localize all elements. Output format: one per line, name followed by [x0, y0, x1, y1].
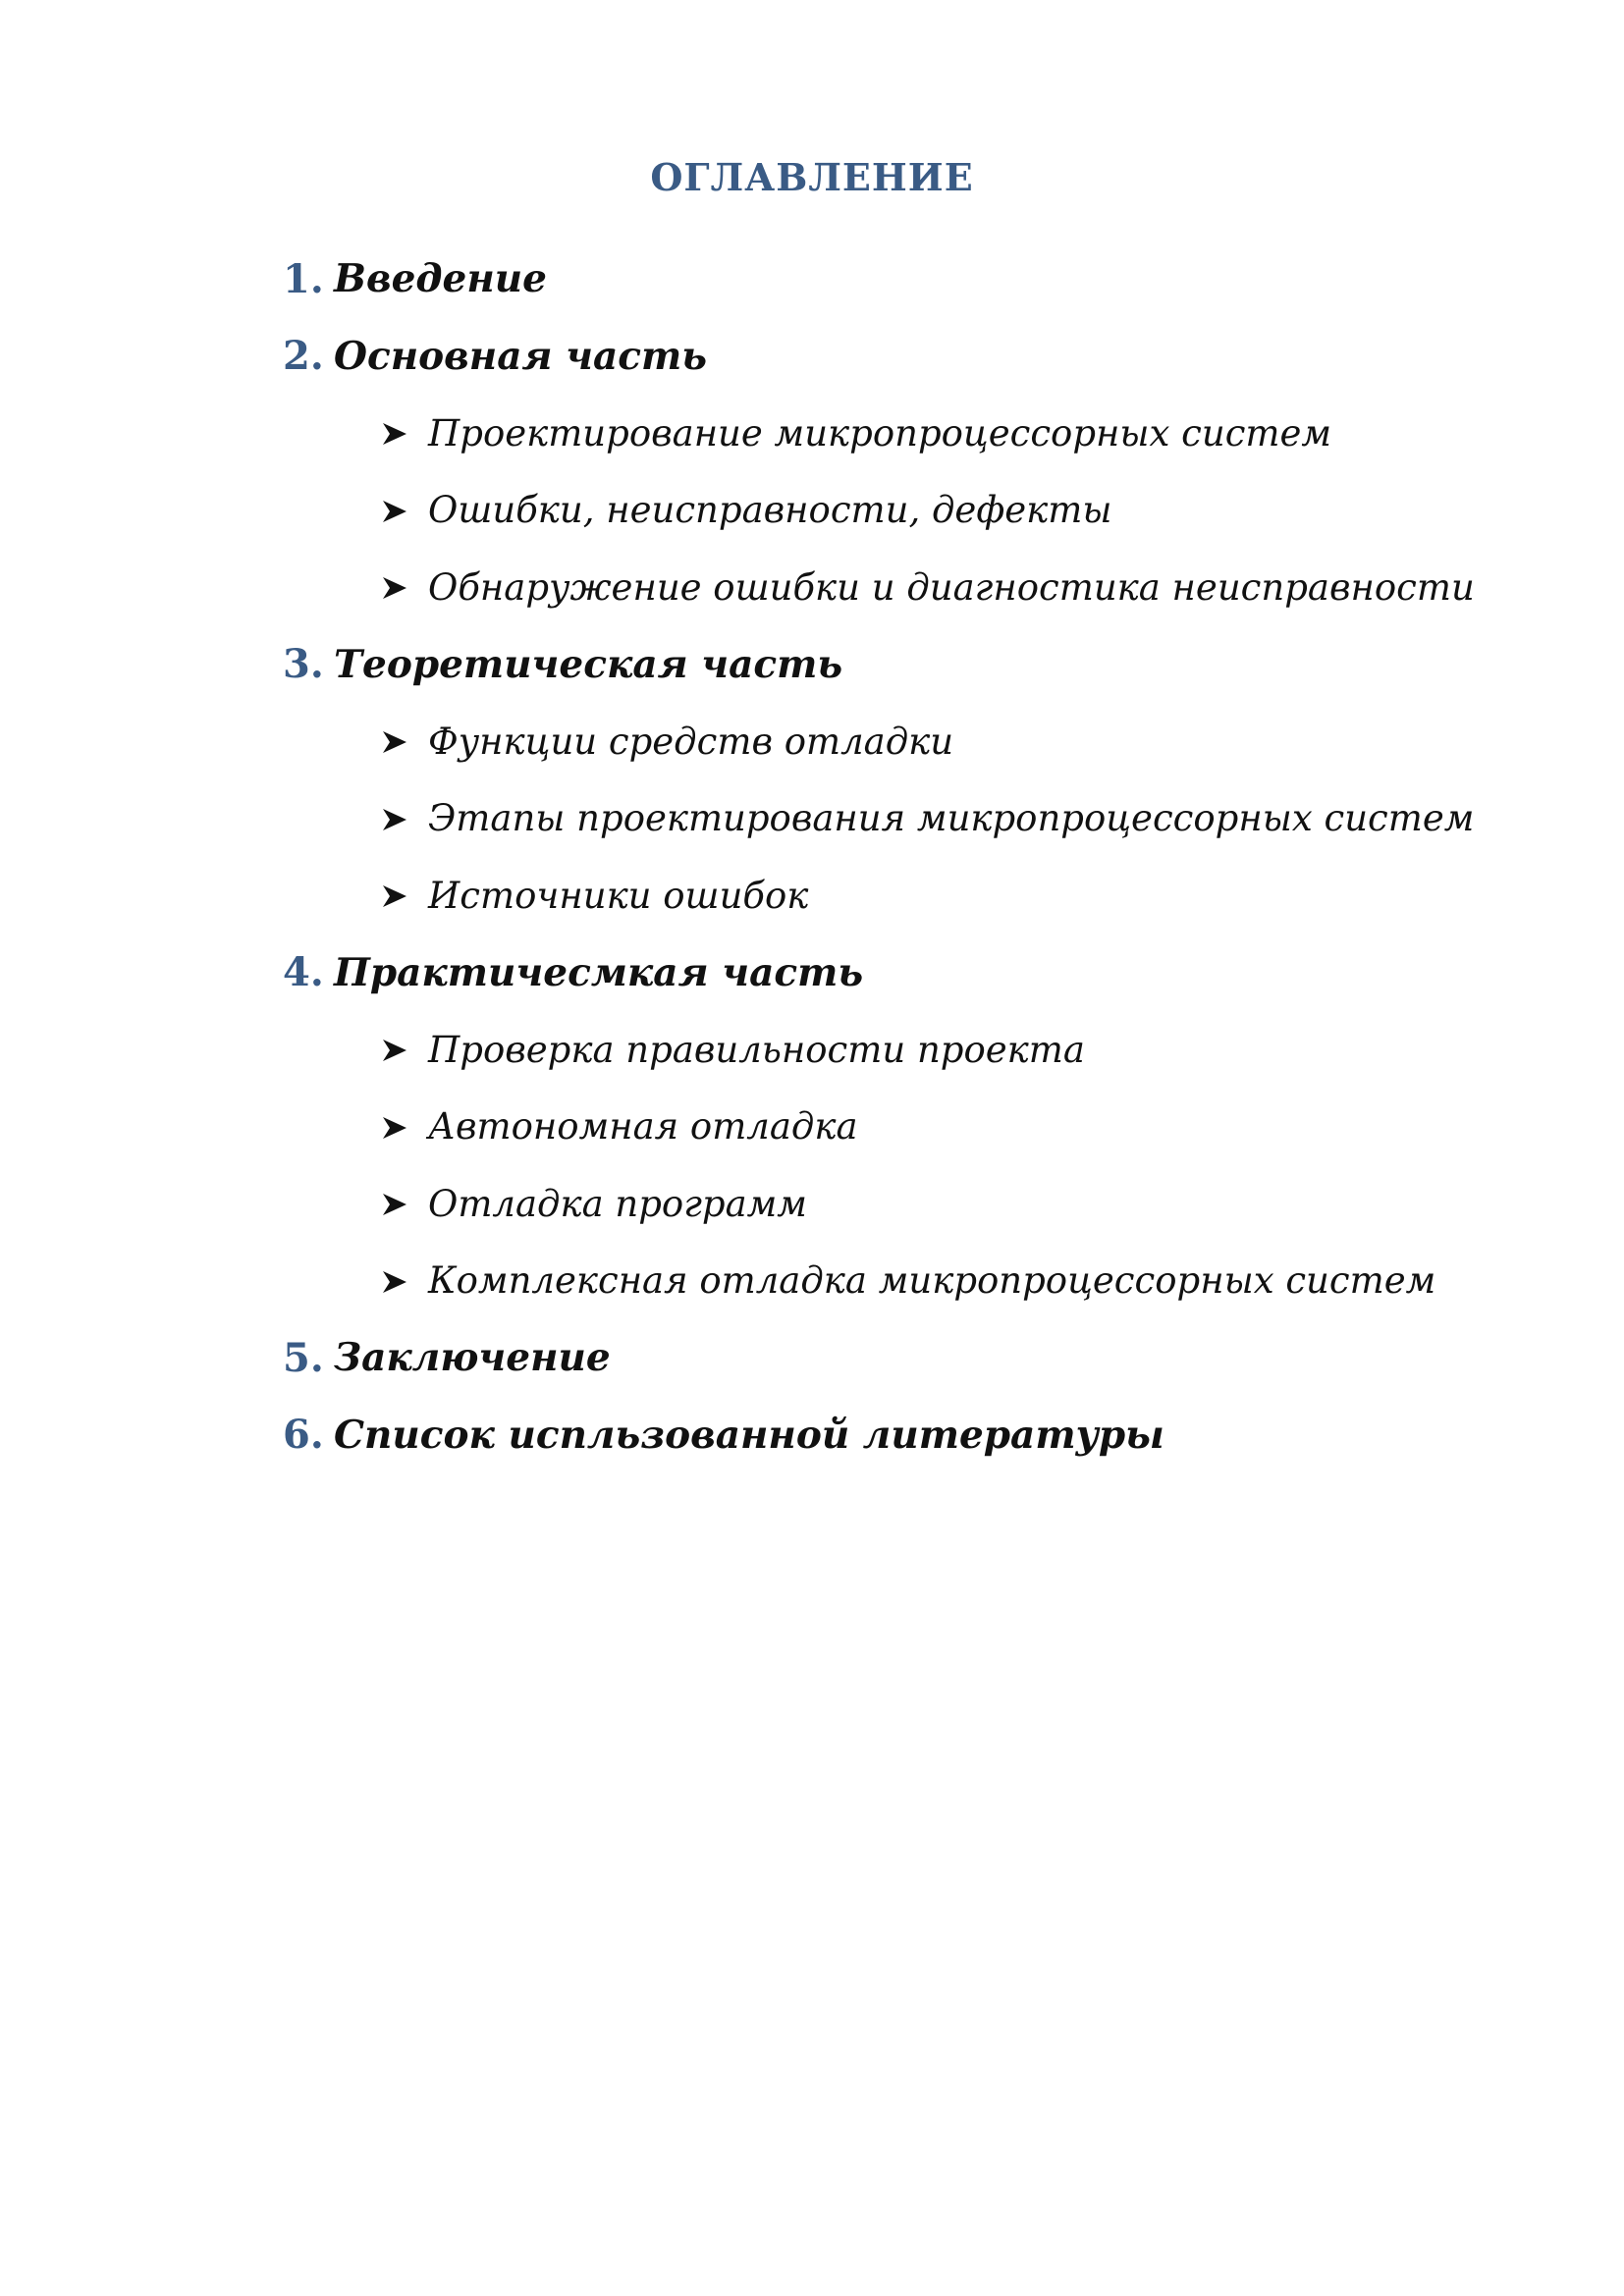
toc-subitem — [283, 472, 1559, 550]
toc-subitem — [283, 549, 1559, 626]
subitem-title: Проверка правильности проекта — [428, 1028, 1085, 1071]
arrowhead-bullet-icon — [381, 1191, 408, 1218]
toc-section — [283, 240, 1559, 318]
subitem-title: Обнаружение ошибки и диагностика неисправности — [428, 565, 1475, 609]
section-title: Основная часть — [334, 333, 707, 379]
toc-section — [283, 1397, 1559, 1474]
section-number: 6. — [283, 1412, 324, 1459]
subitem-title: Отладка программ — [428, 1182, 807, 1225]
subitem-title: Ошибки, неисправности, дефекты — [428, 489, 1112, 532]
section-title: Заключение — [334, 1335, 611, 1381]
toc-subitem — [283, 395, 1559, 472]
section-number: 4. — [283, 949, 324, 996]
toc-section — [283, 318, 1559, 396]
toc-subitem — [283, 780, 1559, 858]
subitem-title: Автономная отладка — [428, 1105, 858, 1148]
section-number: 5. — [283, 1334, 324, 1381]
arrowhead-bullet-icon — [381, 574, 408, 602]
section-title: Теоретическая часть — [334, 641, 843, 687]
toc-section — [283, 934, 1559, 1012]
toc-subitem — [283, 857, 1559, 934]
section-number: 3. — [283, 641, 324, 688]
toc-subitem — [283, 1243, 1559, 1320]
subitem-title: Этапы проектирования микропроцессорных систем — [428, 797, 1475, 840]
section-title: Введение — [334, 256, 547, 302]
section-title: Список испльзованной литературы — [334, 1412, 1164, 1458]
toc-subitem — [283, 1089, 1559, 1166]
toc-subitem — [283, 1011, 1559, 1089]
subitem-title: Источники ошибок — [428, 874, 809, 917]
arrowhead-bullet-icon — [381, 806, 408, 833]
subitem-title: Комплексная отладка микропроцессорных систем — [428, 1259, 1436, 1303]
arrowhead-bullet-icon — [381, 498, 408, 525]
section-title: Практичесмкая часть — [334, 949, 864, 995]
toc-subitem — [283, 1165, 1559, 1243]
toc-section — [283, 626, 1559, 704]
table-of-contents — [283, 240, 1559, 1473]
arrowhead-bullet-icon — [381, 728, 408, 756]
arrowhead-bullet-icon — [381, 420, 408, 448]
toc-subitem — [283, 703, 1559, 780]
subitem-title: Проектирование микропроцессорных систем — [428, 411, 1332, 454]
arrowhead-bullet-icon — [381, 882, 408, 910]
arrowhead-bullet-icon — [381, 1037, 408, 1064]
arrowhead-bullet-icon — [381, 1268, 408, 1296]
subitem-title: Функции средств отладки — [428, 720, 954, 763]
arrowhead-bullet-icon — [381, 1114, 408, 1142]
page-title: ОГЛАВЛЕНИЕ — [650, 155, 974, 199]
section-number: 1. — [283, 255, 324, 302]
toc-section — [283, 1319, 1559, 1397]
section-number: 2. — [283, 333, 324, 380]
